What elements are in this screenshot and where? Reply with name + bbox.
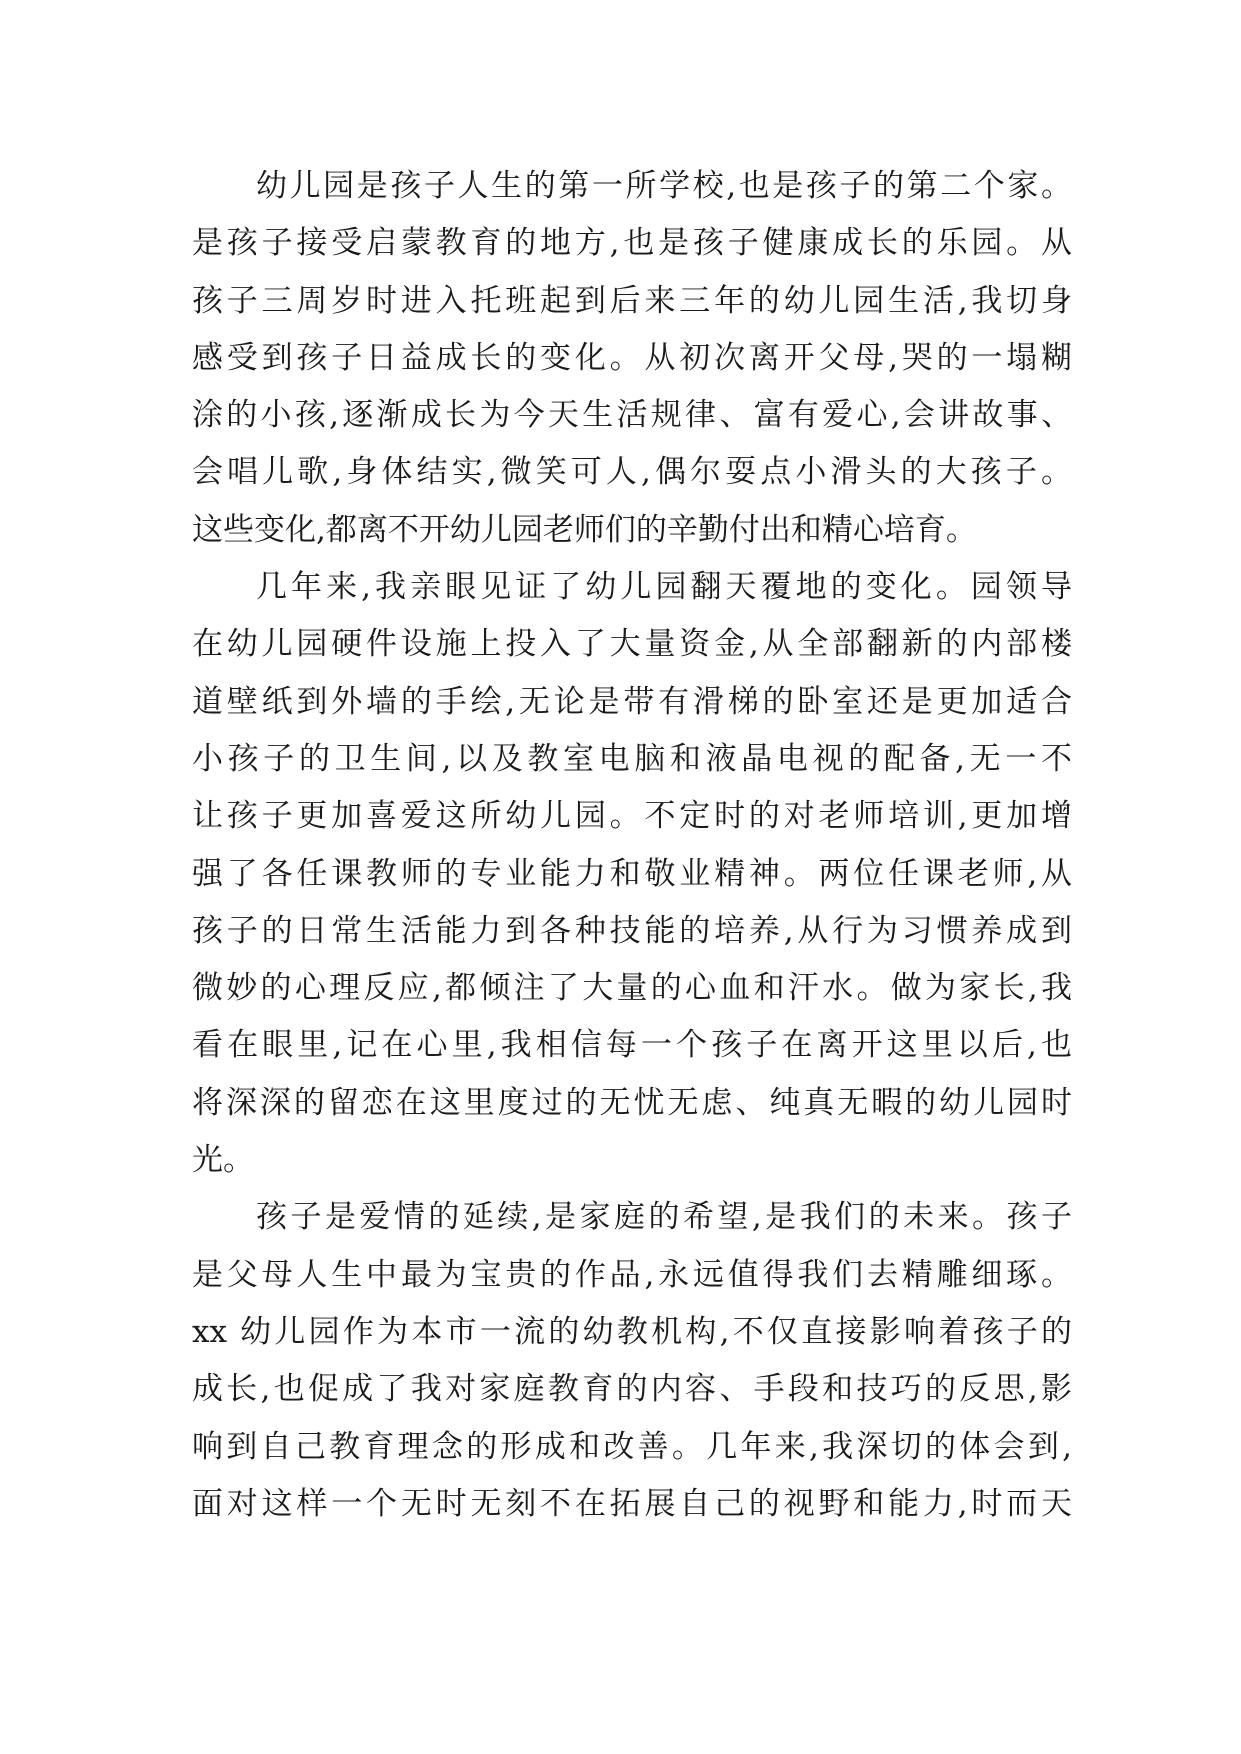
paragraph-1-line-3: 孩子三周岁时进入托班起到后来三年的幼儿园生活,我切身 xyxy=(192,282,1072,319)
paragraph-2-line-5: 让孩子更加喜爱这所幼儿园。不定时的对老师培训,更加增 xyxy=(192,798,1072,835)
paragraph-2-line-3: 道壁纸到外墙的手绘,无论是带有滑梯的卧室还是更加适合 xyxy=(192,683,1072,720)
paragraph-3-line-5: 响到自己教育理念的形成和改善。几年来,我深切的体会到, xyxy=(192,1428,1072,1465)
paragraph-2-line-6: 强了各任课教师的专业能力和敬业精神。两位任课老师,从 xyxy=(192,855,1072,892)
paragraph-1-line-5: 涂的小孩,逐渐成长为今天生活规律、富有爱心,会讲故事、 xyxy=(192,397,1072,434)
paragraph-3-line-3: xx 幼儿园作为本市一流的幼教机构,不仅直接影响着孩子的 xyxy=(192,1313,1072,1350)
paragraph-2-line-8: 微妙的心理反应,都倾注了大量的心血和汗水。做为家长,我 xyxy=(192,970,1072,1007)
paragraph-3-line-2: 是父母人生中最为宝贵的作品,永远值得我们去精雕细琢。 xyxy=(192,1256,1072,1293)
paragraph-2-line-2: 在幼儿园硬件设施上投入了大量资金,从全部翻新的内部楼 xyxy=(192,626,1072,663)
paragraph-2-line-9: 看在眼里,记在心里,我相信每一个孩子在离开这里以后,也 xyxy=(192,1027,1072,1064)
paragraph-2-line-1: 几年来,我亲眼见证了幼儿园翻天覆地的变化。园领导 xyxy=(256,569,1072,606)
paragraph-2-line-7: 孩子的日常生活能力到各种技能的培养,从行为习惯养成到 xyxy=(192,912,1072,949)
paragraph-1-line-4: 感受到孩子日益成长的变化。从初次离开父母,哭的一塌糊 xyxy=(192,339,1072,376)
paragraph-3-line-1: 孩子是爱情的延续,是家庭的希望,是我们的未来。孩子 xyxy=(256,1199,1072,1236)
paragraph-3-line-6: 面对这样一个无时无刻不在拓展自己的视野和能力,时而天 xyxy=(192,1485,1072,1522)
paragraph-1-line-2: 是孩子接受启蒙教育的地方,也是孩子健康成长的乐园。从 xyxy=(192,225,1072,262)
paragraph-3-line-4: 成长,也促成了我对家庭教育的内容、手段和技巧的反思,影 xyxy=(192,1371,1072,1408)
paragraph-2-line-11: 光。 xyxy=(192,1142,254,1179)
paragraph-2-line-10: 将深深的留恋在这里度过的无忧无虑、纯真无暇的幼儿园时 xyxy=(192,1084,1072,1121)
paragraph-2-line-4: 小孩子的卫生间,以及教室电脑和液晶电视的配备,无一不 xyxy=(192,740,1072,777)
paragraph-1-line-7: 这些变化,都离不开幼儿园老师们的辛勤付出和精心培育。 xyxy=(192,511,977,548)
paragraph-1-line-6: 会唱儿歌,身体结实,微笑可人,偶尔耍点小滑头的大孩子。 xyxy=(192,454,1072,491)
document-body xyxy=(192,158,1072,1533)
paragraph-1-line-1: 幼儿园是孩子人生的第一所学校,也是孩子的第二个家。 xyxy=(256,168,1072,204)
